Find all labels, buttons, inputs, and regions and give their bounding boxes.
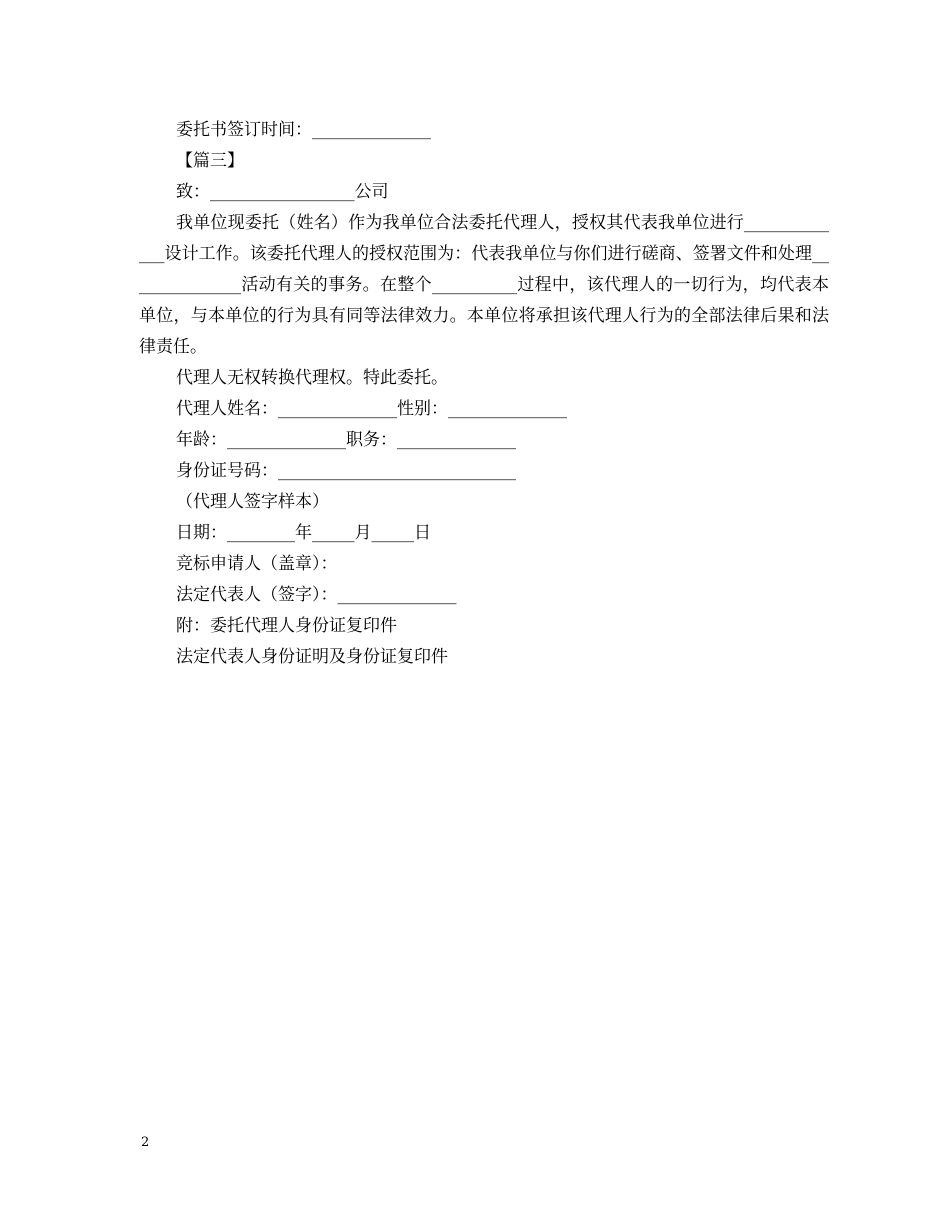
date-line: 日期：________年_____月_____日 <box>176 523 431 543</box>
bidder-seal-line: 竞标申请人（盖章）： <box>176 554 338 574</box>
id-number-line: 身份证号码：____________________________ <box>176 461 516 481</box>
document-body <box>139 115 829 673</box>
page-number: 2 <box>141 1135 150 1150</box>
legal-rep-sign-line: 法定代表人（签字）：______________ <box>176 585 457 605</box>
age-position-line: 年龄：______________职务：______________ <box>176 430 516 450</box>
no-transfer-line: 代理人无权转换代理权。特此委托。 <box>176 368 448 388</box>
signature-sample-line: （代理人签字样本） <box>176 492 329 512</box>
attachment-line-1: 附：委托代理人身份证复印件 <box>176 616 397 636</box>
agent-name-gender-line: 代理人姓名：______________性别：______________ <box>176 399 567 419</box>
signing-time-line: 委托书签订时间：______________ <box>176 120 431 140</box>
to-company-line: 致：_________________公司 <box>176 182 389 202</box>
authorization-paragraph: 我单位现委托（姓名）作为我单位合法委托代理人，授权其代表我单位进行_____________设计工作。该委托代理人的授权范围为：代表我单位与你们进行磋商、签署文件和处理______________活动有关的事务。在整个__________过程中，该代理人的一切行为，均代表本单位，与本单位的行为具有同等法律效力。本单位将承担该代理人行为的全部法律后果和法律责任。 <box>139 213 829 357</box>
attachment-line-2: 法定代表人身份证明及身份证复印件 <box>176 647 448 667</box>
section-title: 【篇三】 <box>176 151 244 171</box>
